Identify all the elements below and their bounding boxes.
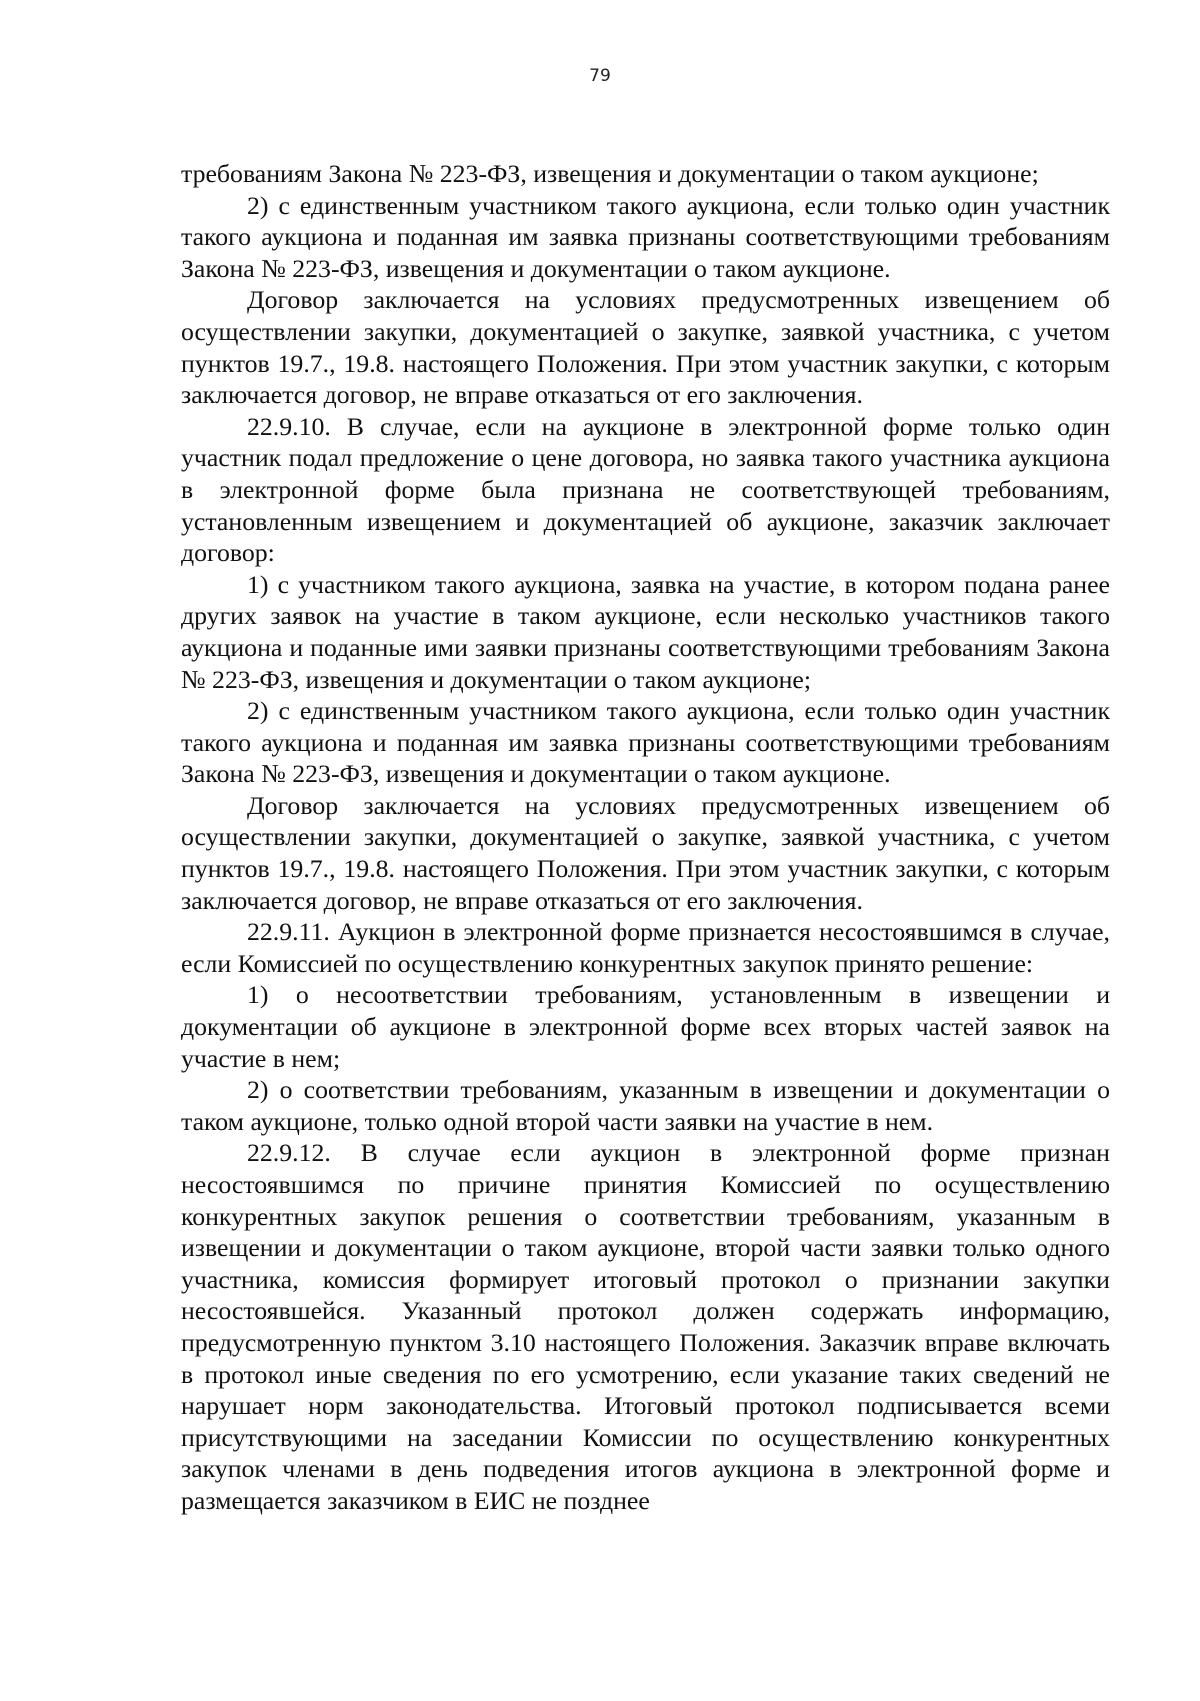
paragraph-contract-terms: Договор заключается на условиях предусмотренных извещением об осуществлении закупки, документацией о закупке, заявкой участника, с учетом пунктов 19.7., 19.8. настоящего Положения. При этом участник закупки, с которым заключается договор, не вправе отказаться от его заключения. <box>181 285 1110 410</box>
document-body <box>181 158 1110 1517</box>
paragraph-22-9-10: 22.9.10. В случае, если на аукционе в электронной форме только один участник подал предложение о цене договора, но заявка такого участника аукциона в электронной форме была признана не соответствующей требованиям, установленным извещением и документацией об аукционе, заказчик заключает договор: <box>181 411 1110 568</box>
paragraph-item-2-sole-participant: 2) с единственным участником такого аукциона, если только один участник такого аукциона и поданная им заявка признаны соответствующими требованиям Закона № 223-ФЗ, извещения и документации о таком аукционе. <box>181 696 1110 789</box>
paragraph-item-2-conformity: 2) о соответствии требованиям, указанным в извещении и документации о таком аукционе, только одной второй части заявки на участие в нем. <box>181 1075 1110 1136</box>
paragraph-continuation: требованиям Закона № 223-ФЗ, извещения и документации о таком аукционе; <box>181 159 1039 188</box>
paragraph-22-9-11: 22.9.11. Аукцион в электронной форме признается несостоявшимся в случае, если Комиссией по осуществлению конкурентных закупок принято решение: <box>181 917 1110 978</box>
paragraph-contract-terms: Договор заключается на условиях предусмотренных извещением об осуществлении закупки, документацией о закупке, заявкой участника, с учетом пунктов 19.7., 19.8. настоящего Положения. При этом участник закупки, с которым заключается договор, не вправе отказаться от его заключения. <box>181 790 1110 915</box>
paragraph-item-1-earliest-bid: 1) с участником такого аукциона, заявка на участие, в котором подана ранее других заявок на участие в таком аукционе, если несколько участников такого аукциона и поданные ими заявки признаны соответствующими требованиям Закона № 223-ФЗ, извещения и документации о таком аукционе; <box>181 569 1110 694</box>
paragraph-22-9-12: 22.9.12. В случае если аукцион в электронной форме признан несостоявшимся по причине принятия Комиссией по осуществлению конкурентных закупок решения о соответствии требованиям, указанным в извещении и документации о таком аукционе, второй части заявки только одного участника, комиссия формирует итоговый протокол о признании закупки несостоявшейся. Указанный протокол должен содержать информацию, предусмотренную пунктом 3.10 настоящего Положения. Заказчик вправе включать в протокол иные сведения по его усмотрению, если указание таких сведений не нарушает норм законодательства. Итоговый протокол подписывается всеми присутствующими на заседании Комиссии по осуществлению конкурентных закупок членами в день подведения итогов аукциона в электронной форме и размещается заказчиком в ЕИС не позднее <box>181 1138 1110 1515</box>
page-number: 79 <box>589 66 611 86</box>
paragraph-item-1-nonconformity: 1) о несоответствии требованиям, установленным в извещении и документации об аукционе в электронной форме всех вторых частей заявок на участие в нем; <box>181 980 1110 1073</box>
paragraph-item-2-sole-participant: 2) с единственным участником такого аукциона, если только один участник такого аукциона и поданная им заявка признаны соответствующими требованиям Закона № 223-ФЗ, извещения и документации о таком аукционе. <box>181 190 1110 283</box>
